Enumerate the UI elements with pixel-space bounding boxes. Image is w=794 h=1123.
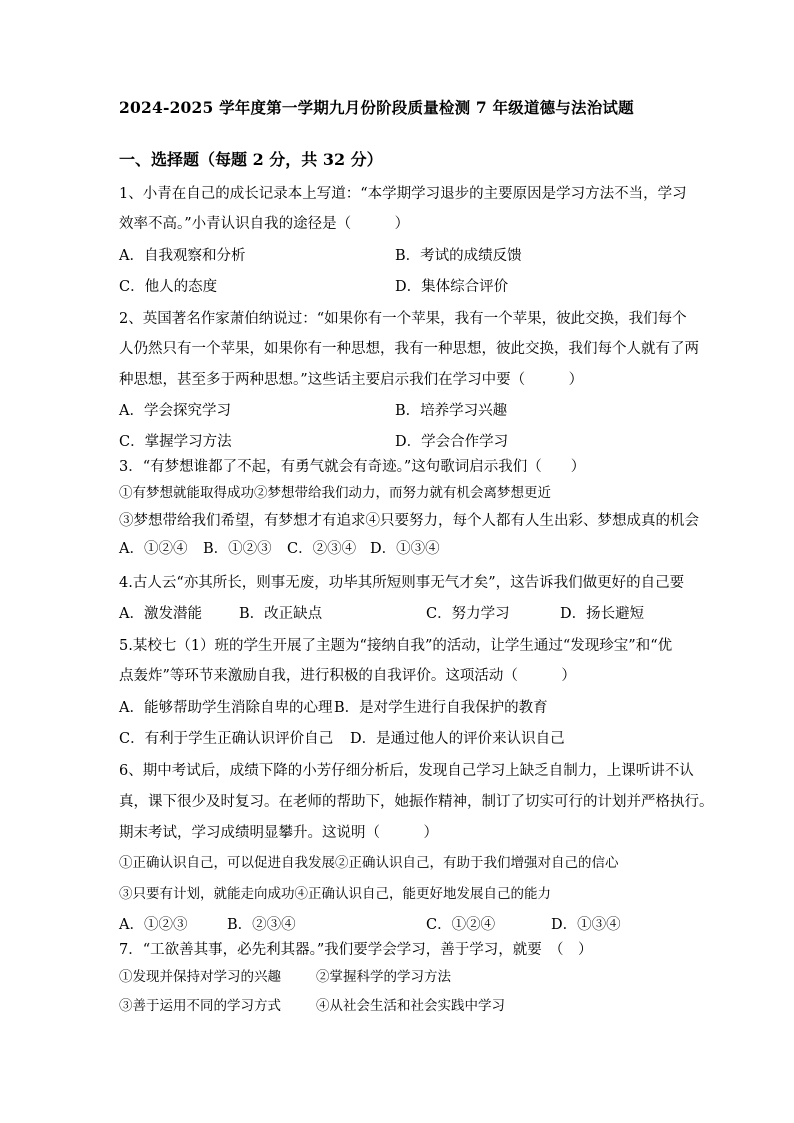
- question-3-option-b: B．①②③: [203, 541, 272, 557]
- question-4-option-a: A．激发潜能: [119, 606, 202, 622]
- question-4-text-line-1: 4.古人云“亦其所长，则事无废，功毕其所短则事无气才矣”，这告诉我们做更好的自己要: [119, 575, 685, 591]
- question-6-option-c: C．①②④: [426, 917, 496, 933]
- question-4-option-d: D．扬长避短: [560, 606, 645, 622]
- question-4-option-b: B．改正缺点: [239, 606, 323, 622]
- question-5-option-a: A．能够帮助学生消除自卑的心理: [119, 700, 333, 716]
- question-1-text-line-2: 效率不高。”小青认识自我的途径是（ ）: [119, 216, 410, 232]
- question-2-option-a: A．学会探究学习: [119, 403, 231, 419]
- question-6-option-d: D．①③④: [551, 917, 621, 933]
- question-5-option-b: B．是对学生进行自我保护的教育: [334, 700, 548, 716]
- question-4-option-c: C．努力学习: [426, 606, 510, 622]
- question-2-text-line-1: 2、英国著名作家萧伯纳说过：“如果你有一个苹果，我有一个苹果，彼此交换，我们每个: [119, 311, 687, 327]
- question-5-text-line-2: 点轰炸”等环节来激励自我，进行积极的自我评价。这项活动（ ）: [119, 668, 576, 684]
- question-2-text-line-2: 人仍然只有一个苹果，如果你有一种思想，我有一种思想，彼此交换，我们每个人就有了两: [119, 341, 699, 357]
- question-3-statement-2: ③梦想带给我们希望，有梦想才有追求④只要努力，每个人都有人生出彩、梦想成真的机会: [119, 513, 699, 529]
- question-2-option-b: B．培养学习兴趣: [395, 403, 508, 419]
- question-6-statement-2: ③只要有计划，就能走向成功④正确认识自己，能更好地发展自己的能力: [119, 886, 551, 902]
- question-7-statement-4: ④从社会生活和社会实践中学习: [316, 998, 505, 1014]
- question-2-text-line-3: 种思想，甚至多于两种思想。”这些话主要启示我们在学习中要（ ）: [119, 372, 584, 388]
- section-heading: 一、选择题（每题 2 分，共 32 分）: [119, 150, 383, 169]
- question-5-option-d: D．是通过他人的评价来认识自己: [350, 731, 565, 747]
- question-3-text-line-1: 3．“有梦想谁都了不起，有勇气就会有奇迹。”这句歌词启示我们（ ）: [119, 459, 586, 475]
- question-6-option-a: A．①②③: [119, 917, 188, 933]
- question-6-text-line-2: 真，课下很少及时复习。在老师的帮助下，她振作精神，制订了切实可行的计划并严格执行。: [119, 794, 714, 810]
- question-5-option-c: C．有利于学生正确认识评价自己: [119, 731, 334, 747]
- question-5-text-line-1: 5.某校七（1）班的学生开展了主题为“接纳自我”的活动，让学生通过“发现珍宝”和“优: [119, 638, 673, 654]
- question-3-option-d: D．①③④: [370, 541, 440, 557]
- question-6-statement-1: ①正确认识自己，可以促进自我发展②正确认识自己，有助于我们增强对自己的信心: [119, 855, 619, 871]
- question-1-option-c: C．他人的态度: [119, 279, 218, 295]
- question-6-option-b: B．②③④: [227, 917, 296, 933]
- question-3-option-c: C．②③④: [287, 541, 357, 557]
- question-1-option-b: B．考试的成绩反馈: [395, 248, 522, 264]
- question-2-option-c: C．掌握学习方法: [119, 434, 232, 450]
- question-7-statement-3: ③善于运用不同的学习方式: [119, 998, 281, 1014]
- question-1-option-d: D．集体综合评价: [395, 279, 509, 295]
- question-6-text-line-1: 6、期中考试后，成绩下降的小芳仔细分析后，发现自己学习上缺乏自制力，上课听讲不认: [119, 763, 694, 779]
- question-7-statement-2: ②掌握科学的学习方法: [316, 969, 451, 985]
- question-6-text-line-3: 期末考试，学习成绩明显攀升。这说明（ ）: [119, 825, 438, 841]
- question-1-text-line-1: 1、小青在自己的成长记录本上写道：“本学期学习退步的主要原因是学习方法不当，学习: [119, 186, 687, 202]
- question-3-option-a: A．①②④: [119, 541, 188, 557]
- question-7-statement-1: ①发现并保持对学习的兴趣: [119, 969, 281, 985]
- exam-title: 2024-2025 学年度第一学期九月份阶段质量检测 7 年级道德与法治试题: [119, 98, 634, 117]
- question-7-text-line-1: 7．“工欲善其事，必先利其器。”我们要学会学习，善于学习，就要 （ ）: [119, 942, 593, 958]
- question-2-option-d: D．学会合作学习: [395, 434, 509, 450]
- question-1-option-a: A．自我观察和分析: [119, 248, 246, 264]
- question-3-statement-1: ①有梦想就能取得成功②梦想带给我们动力，而努力就有机会离梦想更近: [119, 485, 551, 501]
